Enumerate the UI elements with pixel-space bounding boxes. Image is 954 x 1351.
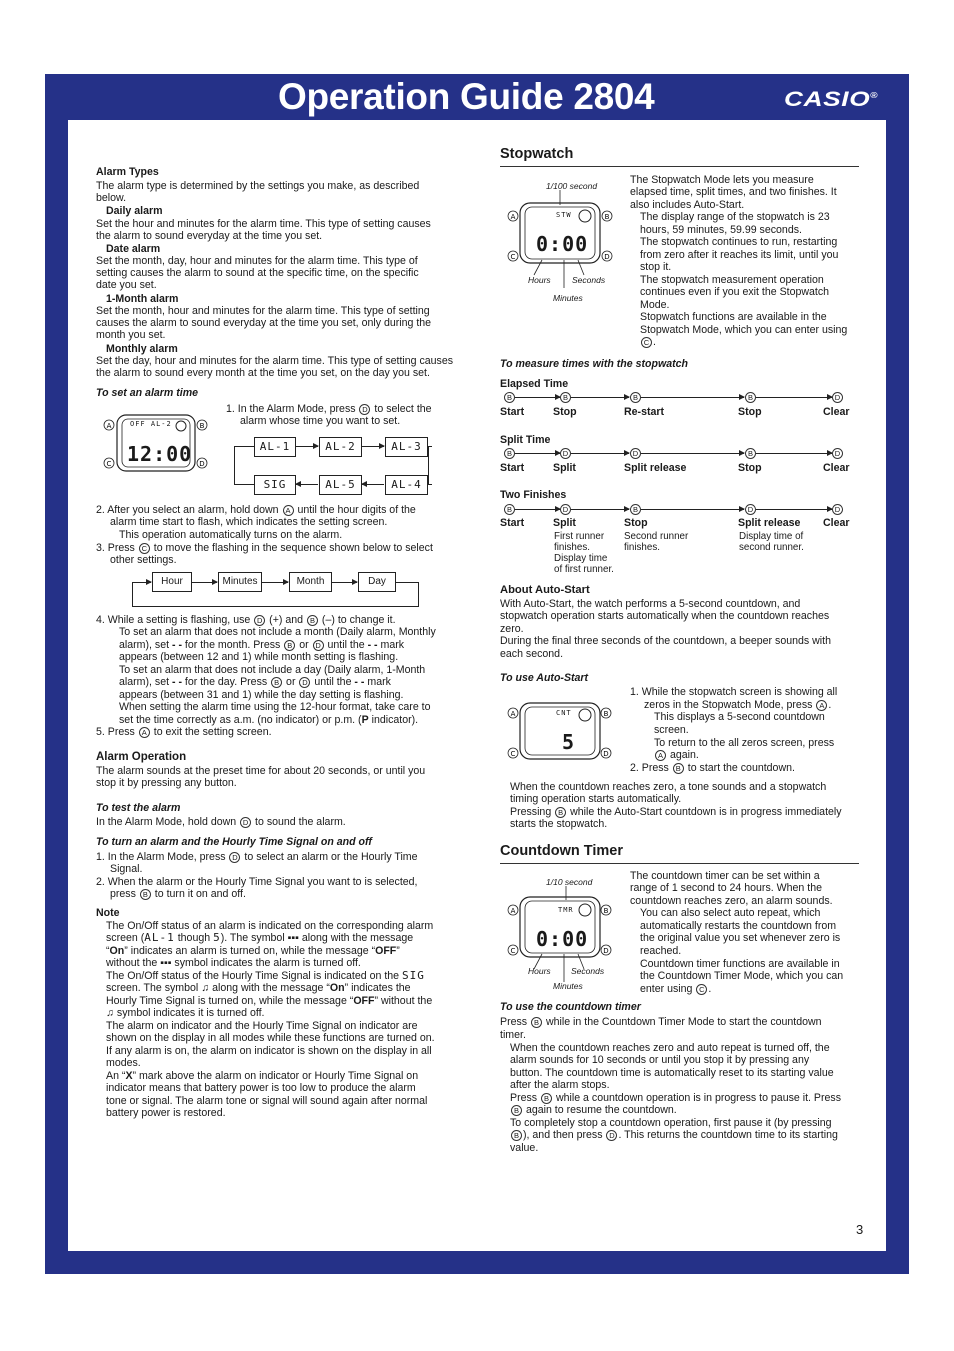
p: 2. Press B to start the countdown. bbox=[630, 762, 795, 774]
p: indicator means that battery power is too low to produce the alarm bbox=[106, 1082, 416, 1094]
p: battery power is restored. bbox=[106, 1107, 226, 1119]
p: the original value you set whenever zero is bbox=[640, 932, 841, 944]
svg-text:A: A bbox=[510, 213, 516, 221]
p: The alarm sounds at the preset time for about 20 seconds, or until you bbox=[96, 765, 426, 777]
p: The stopwatch continues to run, restarting bbox=[640, 236, 838, 248]
p: without the ▪▪▪ symbol indicates the alarm is turned off. bbox=[106, 957, 361, 969]
btn-d: D bbox=[831, 391, 844, 404]
p: “On” indicates an alarm is turned on, while the message “OFF” bbox=[106, 945, 400, 957]
note: second runner. bbox=[739, 542, 804, 553]
test-heading: To test the alarm bbox=[96, 802, 181, 814]
note: finishes. bbox=[554, 542, 590, 553]
flow-label: Clear bbox=[823, 517, 850, 529]
arrow bbox=[571, 453, 629, 454]
watch1-time-display: 12:00 bbox=[127, 442, 193, 466]
arrow bbox=[132, 582, 151, 583]
loop-line bbox=[132, 582, 133, 607]
step4: 4. While a setting is flashing, use D (+) and B (–) to change it. bbox=[96, 614, 396, 626]
arrow bbox=[641, 453, 744, 454]
alarm-box-al4: AL-4 bbox=[385, 475, 428, 495]
p: C . bbox=[640, 336, 656, 349]
p: Press B while a countdown operation is in progress to pause it. Press bbox=[510, 1092, 841, 1104]
flow-label: Clear bbox=[823, 406, 850, 418]
measure-heading: To measure times with the stopwatch bbox=[500, 358, 688, 370]
sw-time-display: 0:00 bbox=[536, 232, 589, 256]
sw-label-hundredth: 1/100 second bbox=[546, 181, 598, 191]
p: Signal. bbox=[110, 863, 143, 875]
countdown-watch-diagram bbox=[506, 876, 616, 1001]
alarm-box-al3: AL-3 bbox=[385, 437, 428, 457]
split-heading: Split Time bbox=[500, 434, 551, 446]
p: alarm sounds for 10 seconds or until you stop it by pressing any bbox=[510, 1054, 810, 1066]
p: Stopwatch functions are available in the bbox=[640, 311, 827, 323]
p: month you set. bbox=[96, 329, 166, 341]
autostart-watch-diagram bbox=[506, 700, 616, 762]
btn: D bbox=[831, 447, 844, 460]
p: With Auto-Start, the watch performs a 5-second countdown, and bbox=[500, 598, 801, 610]
flow-label: Split bbox=[553, 462, 576, 474]
monthly-heading: Monthly alarm bbox=[106, 343, 178, 355]
cd-label-minutes: Minutes bbox=[553, 981, 583, 991]
p: An “X” mark above the alarm on indicator or Hourly Time Signal on bbox=[106, 1070, 419, 1082]
svg-text:B: B bbox=[603, 907, 609, 915]
daily-heading: Daily alarm bbox=[106, 205, 163, 217]
btn: D bbox=[744, 503, 757, 516]
note: Display time bbox=[554, 553, 608, 564]
p: reached. bbox=[640, 945, 682, 957]
p: screen. The symbol ♫ along with the message “On” indicates the bbox=[106, 982, 411, 994]
p: The alarm on indicator and the Hourly Time Signal on indicator are bbox=[106, 1020, 418, 1032]
p: 1. While the stopwatch screen is showing all bbox=[630, 686, 838, 698]
p: press B to turn it on and off. bbox=[110, 888, 246, 900]
p: 2. When the alarm or the Hourly Time Signal you want to is selected, bbox=[96, 876, 418, 888]
cd-label-hours: Hours bbox=[528, 966, 551, 976]
p: also includes Auto-Start. bbox=[630, 199, 745, 211]
loop-line bbox=[428, 484, 432, 485]
loop-line bbox=[132, 606, 419, 607]
two-heading: Two Finishes bbox=[500, 489, 567, 501]
cd-label-tenth: 1/10 second bbox=[546, 877, 593, 887]
arrow bbox=[362, 484, 384, 485]
p: stop it by pressing any button. bbox=[96, 777, 237, 789]
p: each second. bbox=[500, 648, 564, 660]
flow-label: Re-start bbox=[624, 406, 665, 418]
svg-text:D: D bbox=[604, 253, 610, 261]
p: The stopwatch measurement operation bbox=[640, 274, 824, 286]
p: alarm), set - - for the day. Press B or D until the - - mark bbox=[119, 676, 391, 688]
flow-label: Stop bbox=[738, 462, 762, 474]
p: Pressing B while the Auto-Start countdown is in progress immediately bbox=[510, 806, 842, 818]
casio-logo: CASIO® bbox=[784, 88, 879, 111]
flow-label: Start bbox=[500, 517, 525, 529]
p: When the countdown reaches zero and auto repeat is turned off, the bbox=[510, 1042, 830, 1054]
p: causes the alarm to sound everyday at the time you set, only during the bbox=[96, 317, 432, 329]
flow-label: Stop bbox=[553, 406, 577, 418]
p: screen. bbox=[654, 724, 689, 736]
watch1-top-display: OFF AL-2 bbox=[130, 420, 172, 428]
p: stop it. bbox=[640, 261, 672, 273]
svg-text:A: A bbox=[510, 710, 516, 718]
arrow bbox=[756, 397, 832, 398]
loop-line bbox=[234, 484, 254, 485]
alarm-box-al2: AL-2 bbox=[319, 437, 362, 457]
arrow bbox=[515, 509, 560, 510]
p: A again. bbox=[654, 749, 699, 762]
p: Set the month, hour and minutes for the alarm time. This type of setting bbox=[96, 305, 430, 317]
p: This displays a 5-second countdown bbox=[654, 711, 825, 723]
p: tone or signal. The alarm tone or signal will sound again after normal bbox=[106, 1095, 428, 1107]
p: alarm), set - - for the month. Press B or D until the - - mark bbox=[119, 639, 405, 651]
p: timing operation starts automatically. bbox=[510, 793, 682, 805]
btn: D bbox=[831, 503, 844, 516]
p: from zero after it reaches its limit, until you bbox=[640, 249, 839, 261]
step2-cont: alarm time start to flash, which indicates the setting screen. bbox=[110, 516, 388, 528]
arrow bbox=[332, 582, 357, 583]
step3: 3. Press C to move the flashing in the sequence shown below to select bbox=[96, 542, 433, 554]
countdown-heading: Countdown Timer bbox=[500, 843, 623, 859]
step2: 2. After you select an alarm, hold down A until the hour digits of the bbox=[96, 504, 416, 516]
flow-label: Split bbox=[553, 517, 576, 529]
arrow bbox=[641, 509, 744, 510]
p: appears (between 12 and 1) while month setting is flashing. bbox=[119, 651, 399, 663]
page-number: 3 bbox=[856, 1222, 864, 1237]
arrow bbox=[362, 446, 384, 447]
svg-text:C: C bbox=[510, 947, 516, 955]
alarm-op-heading: Alarm Operation bbox=[96, 751, 187, 763]
p: Set the hour and minutes for the alarm time. This type of setting causes bbox=[96, 218, 431, 230]
p: value. bbox=[510, 1142, 539, 1154]
date-heading: Date alarm bbox=[106, 243, 161, 255]
note: of first runner. bbox=[554, 564, 614, 575]
svg-text:B: B bbox=[199, 422, 205, 430]
use-cd-heading: To use the countdown timer bbox=[500, 1001, 641, 1013]
p: Mode. bbox=[640, 299, 670, 311]
alarm-box-al5: AL-5 bbox=[319, 475, 362, 495]
flow-label: Stop bbox=[624, 517, 648, 529]
btn-b: B bbox=[629, 391, 642, 404]
svg-text:C: C bbox=[510, 253, 516, 261]
p: the alarm to sound everyday at the time you set. bbox=[96, 230, 323, 242]
auto-heading: About Auto-Start bbox=[500, 584, 590, 596]
p: During the final three seconds of the countdown, a beeper sounds with bbox=[500, 635, 831, 647]
p: Set the month, day, hour and minutes for the alarm time. This type of bbox=[96, 255, 418, 267]
note: First runner bbox=[554, 531, 605, 542]
p: ♫ symbol indicates it is turned off. bbox=[106, 1007, 265, 1019]
page-title: Operation Guide 2804 bbox=[278, 76, 655, 117]
p: zero. bbox=[500, 623, 524, 635]
use-auto-heading: To use Auto-Start bbox=[500, 672, 589, 684]
p: Set the day, hour and minutes for the alarm time. This type of setting causes bbox=[96, 355, 454, 367]
alarm-types-heading: Alarm Types bbox=[96, 166, 159, 178]
arrow bbox=[571, 509, 629, 510]
loop-line bbox=[396, 582, 418, 583]
elapsed-heading: Elapsed Time bbox=[500, 378, 569, 390]
p: date you set. bbox=[96, 279, 157, 291]
svg-text:D: D bbox=[603, 750, 609, 758]
svg-text:C: C bbox=[510, 750, 516, 758]
p: timer. bbox=[500, 1029, 526, 1041]
svg-text:A: A bbox=[510, 907, 516, 915]
cd-label-seconds: Seconds bbox=[571, 966, 605, 976]
turn-heading: To turn an alarm and the Hourly Time Signal on and off bbox=[96, 836, 372, 848]
seq-box-month: Month bbox=[289, 572, 332, 592]
flow-label: Split release bbox=[738, 517, 801, 529]
arrow bbox=[756, 453, 832, 454]
p: the alarm to sound every month at the time you set, on the day you set. bbox=[96, 367, 430, 379]
svg-text:A: A bbox=[106, 422, 112, 430]
arrow bbox=[571, 397, 629, 398]
p: The On/Off status of the Hourly Time Signal is indicated on the SIG bbox=[106, 969, 425, 982]
arrow bbox=[515, 453, 560, 454]
p: B ), and then press D . This returns the countdown time to its starting bbox=[510, 1129, 838, 1142]
svg-text:C: C bbox=[106, 460, 112, 468]
p: The Stopwatch Mode lets you measure bbox=[630, 174, 814, 186]
svg-text:B: B bbox=[603, 710, 609, 718]
loop-line bbox=[418, 582, 419, 607]
divider bbox=[500, 166, 859, 167]
divider bbox=[500, 863, 859, 864]
p: 1. In the Alarm Mode, press D to select an alarm or the Hourly Time bbox=[96, 851, 418, 863]
p: You can also select auto repeat, which bbox=[640, 907, 821, 919]
p: If any alarm is on, the alarm on indicator is shown on the display in all bbox=[106, 1045, 432, 1057]
step3-cont: other settings. bbox=[110, 554, 177, 566]
btn: D bbox=[559, 503, 572, 516]
p: continues even if you exit the Stopwatch bbox=[640, 286, 830, 298]
p: set the time correctly as a.m. (no indicator) or p.m. (P indicator). bbox=[119, 714, 419, 726]
btn: D bbox=[629, 447, 642, 460]
p: The countdown timer can be set within a bbox=[630, 870, 820, 882]
p: starts the stopwatch. bbox=[510, 818, 608, 830]
cd-time-display: 0:00 bbox=[536, 927, 589, 951]
flow-label: Clear bbox=[823, 462, 850, 474]
btn: B bbox=[503, 503, 516, 516]
flow-label: Start bbox=[500, 406, 525, 418]
p: Hourly Time Signal is turned on, while the message “OFF” without the bbox=[106, 995, 433, 1007]
seq-box-day: Day bbox=[358, 572, 396, 592]
p: Stopwatch Mode, which you can enter using bbox=[640, 324, 848, 336]
svg-text:D: D bbox=[603, 947, 609, 955]
svg-text:B: B bbox=[604, 213, 610, 221]
arrow bbox=[262, 582, 288, 583]
p: the Countdown Timer Mode, which you can bbox=[640, 970, 844, 982]
p: setting causes the alarm to sound at the specific time, on the specific bbox=[96, 267, 419, 279]
p: B again to resume the countdown. bbox=[510, 1104, 677, 1117]
p: automatically restarts the countdown from bbox=[640, 920, 837, 932]
p: modes. bbox=[106, 1057, 141, 1069]
p: zeros in the Stopwatch Mode, press A . bbox=[644, 699, 832, 711]
loop-line bbox=[234, 446, 254, 447]
month-heading: 1-Month alarm bbox=[106, 293, 179, 305]
sw-label-hours: Hours bbox=[528, 275, 551, 285]
btn-b: B bbox=[503, 391, 516, 404]
auto-countdown-display: 5 bbox=[562, 730, 576, 754]
p: screen (AL-1 though 5). The symbol ▪▪▪ along with the message bbox=[106, 931, 414, 944]
p: The display range of the stopwatch is 23 bbox=[640, 211, 830, 223]
p: When the countdown reaches zero, a tone sounds and a stopwatch bbox=[510, 781, 827, 793]
p: enter using C . bbox=[640, 983, 712, 995]
p: range of 1 second to 24 hours. When the bbox=[630, 882, 822, 894]
step2-note: This operation automatically turns on the alarm. bbox=[119, 529, 343, 541]
arrow bbox=[641, 397, 744, 398]
p: hours, 59 minutes, 59.99 seconds. bbox=[640, 224, 802, 236]
flow-label: Start bbox=[500, 462, 525, 474]
btn-b: B bbox=[559, 391, 572, 404]
alarm-box-al1: AL-1 bbox=[254, 437, 296, 457]
p: In the Alarm Mode, hold down D to sound the alarm. bbox=[96, 816, 346, 828]
seq-box-hour: Hour bbox=[152, 572, 192, 592]
alarm-box-sig: SIG bbox=[254, 475, 296, 495]
set-alarm-heading: To set an alarm time bbox=[96, 387, 199, 399]
note: Display time of bbox=[739, 531, 804, 542]
btn-b: B bbox=[744, 391, 757, 404]
note: Second runner bbox=[624, 531, 689, 542]
p: countdown reaches zero, an alarm sounds. bbox=[630, 895, 833, 907]
p: When setting the alarm time using the 12-hour format, take care to bbox=[119, 701, 431, 713]
p: To return to the all zeros screen, press bbox=[654, 737, 835, 749]
arrow bbox=[515, 397, 560, 398]
flow-label: Stop bbox=[738, 406, 762, 418]
p: Press B while in the Countdown Timer Mode to start the countdown bbox=[500, 1016, 822, 1028]
note-heading: Note bbox=[96, 907, 120, 919]
p: To set an alarm that does not include a day (Daily alarm, 1-Month bbox=[119, 664, 426, 676]
flow-label: Split release bbox=[624, 462, 687, 474]
note: finishes. bbox=[624, 542, 660, 553]
arrow bbox=[756, 509, 832, 510]
loop-line bbox=[428, 446, 432, 447]
p: after the alarm stops. bbox=[510, 1079, 610, 1091]
sw-label-seconds: Seconds bbox=[572, 275, 606, 285]
loop-line bbox=[428, 446, 429, 484]
sw-top-display: STW bbox=[556, 211, 572, 219]
arrow bbox=[296, 446, 318, 447]
p: shown on the display in all modes while these functions are turned on. bbox=[106, 1032, 435, 1044]
p: Countdown timer functions are available in bbox=[640, 958, 840, 970]
arrow bbox=[296, 484, 318, 485]
step1: 1. In the Alarm Mode, press D to select the bbox=[226, 403, 432, 415]
btn: B bbox=[503, 447, 516, 460]
p: below. bbox=[96, 192, 127, 204]
p: appears (between 31 and 1) while the day setting is flashing. bbox=[119, 689, 404, 701]
seq-box-minutes: Minutes bbox=[218, 572, 262, 592]
step1-cont: alarm whose time you want to set. bbox=[240, 415, 401, 427]
p: To completely stop a countdown operation, first pause it (by pressing bbox=[510, 1117, 832, 1129]
arrow bbox=[192, 582, 217, 583]
cd-top-display: TMR bbox=[558, 906, 574, 914]
p: To set an alarm that does not include a month (Daily alarm, Monthly bbox=[119, 626, 436, 638]
auto-top-display: CNT bbox=[556, 709, 572, 717]
stopwatch-heading: Stopwatch bbox=[500, 146, 574, 162]
step5: 5. Press A to exit the setting screen. bbox=[96, 726, 272, 738]
p: button. The countdown time is automatically reset to its starting value bbox=[510, 1067, 834, 1079]
btn: B bbox=[629, 503, 642, 516]
p: stopwatch operation starts automatically when the countdown reaches bbox=[500, 610, 830, 622]
p: The On/Off status of an alarm is indicated on the corresponding alarm bbox=[106, 920, 434, 932]
stopwatch-watch-diagram bbox=[506, 180, 616, 305]
btn: B bbox=[744, 447, 757, 460]
sw-label-minutes: Minutes bbox=[553, 293, 583, 303]
btn: D bbox=[559, 447, 572, 460]
svg-text:D: D bbox=[199, 460, 205, 468]
p: The alarm type is determined by the settings you make, as described bbox=[96, 180, 420, 192]
loop-line bbox=[234, 446, 235, 484]
alarm-watch-diagram bbox=[103, 412, 208, 474]
p: elapsed time, split times, and two finishes. It bbox=[630, 186, 837, 198]
